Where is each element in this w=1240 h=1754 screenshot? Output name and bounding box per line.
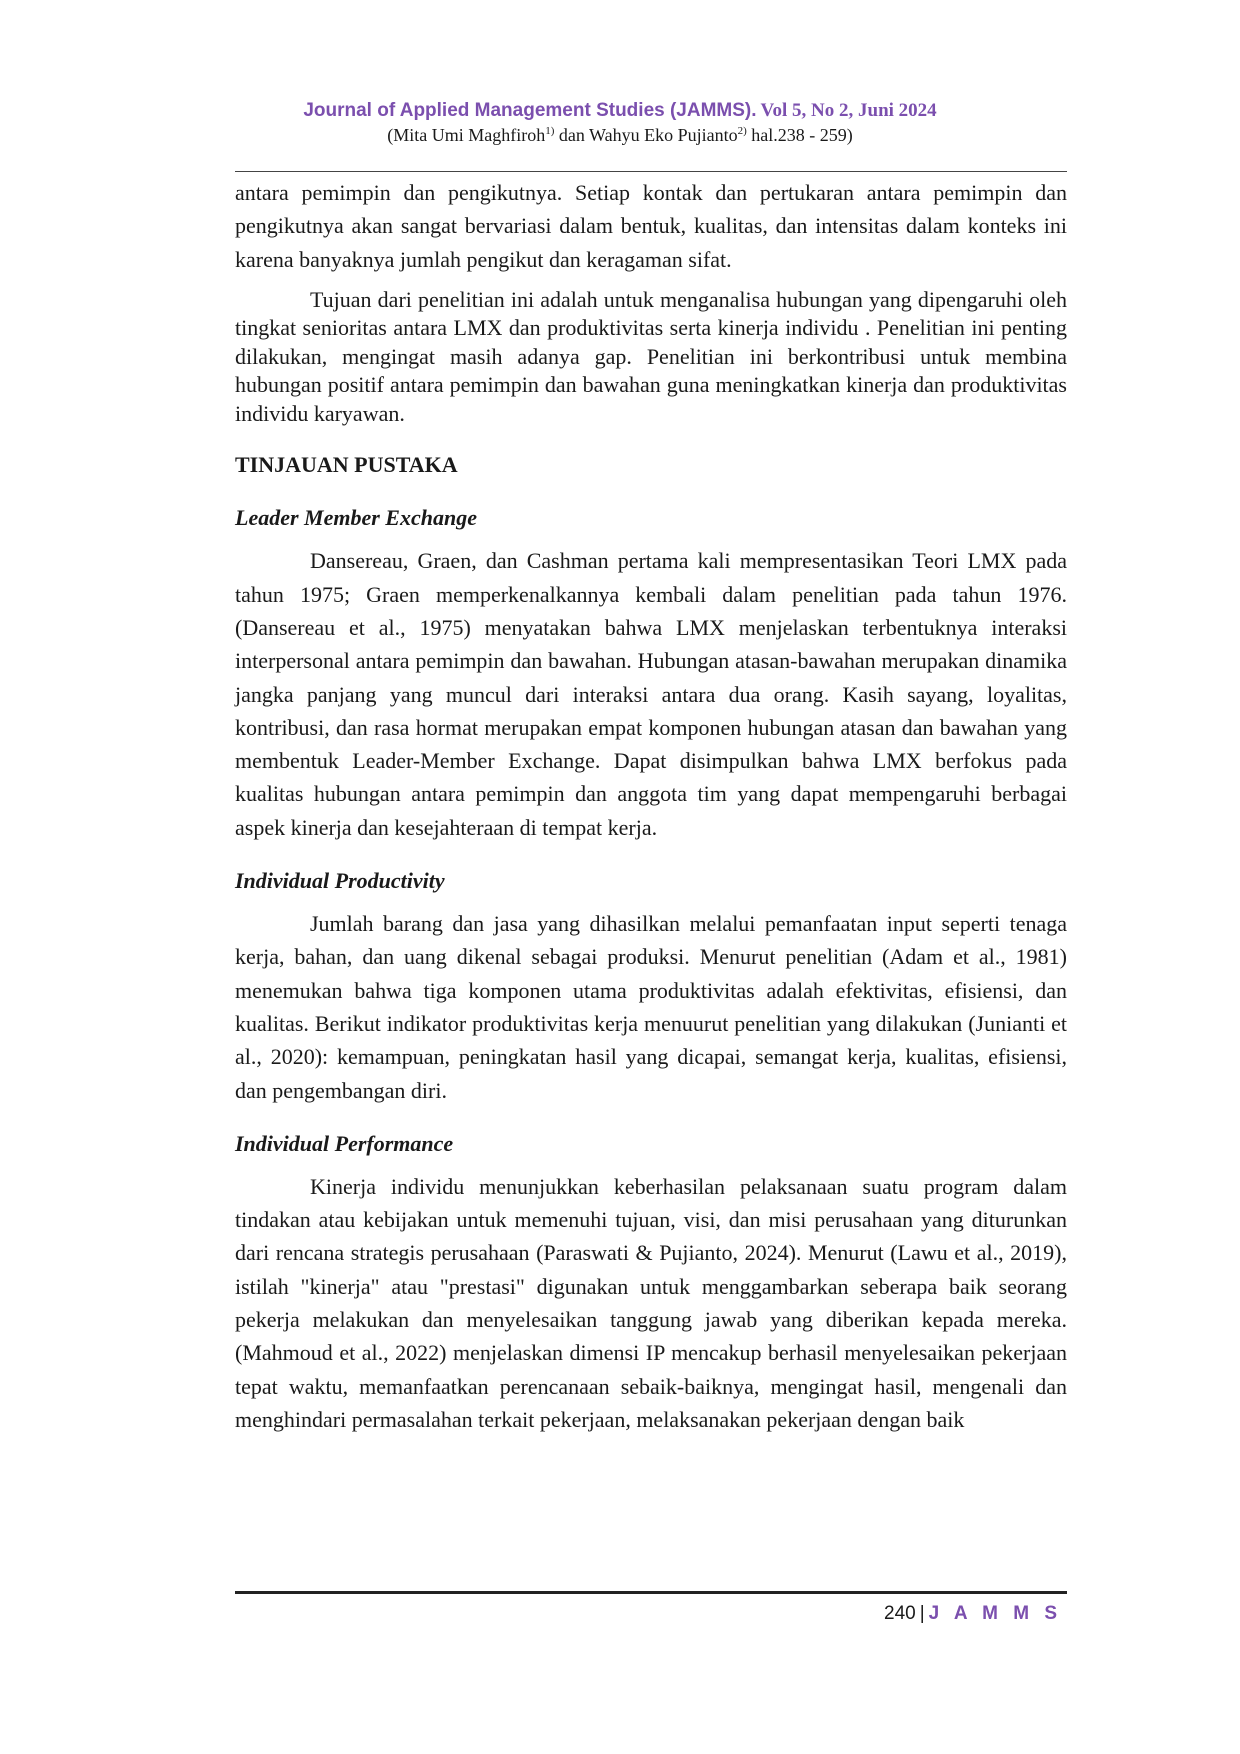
paragraph-productivity: Jumlah barang dan jasa yang dihasilkan melalui pemanfaatan input seperti tenaga kerja, bahan, dan uang dikenal sebagai produksi. Menurut penelitian (Adam et al., 1981) menemukan bahwa tiga komponen utama produktivitas adalah efektivitas, efisiensi, dan kualitas. Berikut indikator produktivitas kerja menuurut penelitian yang dilakukan (Junianti et al., 2020): kemampuan, peningkatan hasil yang dicapai, semangat kerja, kualitas, efisiensi, dan pengembangan diri. — [235, 911, 1067, 1103]
author-2: dan Wahyu Eko Pujianto — [554, 125, 738, 145]
author-2-affiliation: 2) — [737, 125, 747, 137]
author-line — [0, 125, 1240, 146]
header-divider — [235, 171, 1067, 172]
author-1-affiliation: 1) — [545, 125, 555, 137]
journal-line — [0, 100, 1240, 122]
journal-volume: Vol 5, No 2, Juni 2024 — [760, 100, 937, 121]
paragraph-purpose: Tujuan dari penelitian ini adalah untuk menganalisa hubungan yang dipengaruhi oleh tingkat senioritas antara LMX dan produktivitas serta kinerja individu . Penelitian ini penting dilakukan, mengingat masih adanya gap. Penelitian ini berkontribusi untuk membina hubungan positif antara pemimpin dan bawahan guna meningkatkan kinerja dan produktivitas individu karyawan. — [235, 286, 1067, 426]
page-footer — [884, 1603, 1062, 1625]
paragraph-lmx: Dansereau, Graen, dan Cashman pertama kali mempresentasikan Teori LMX pada tahun 1975; Graen memperkenalkannya kembali dalam penelitian pada tahun 1976. (Dansereau et al., 1975) menyatakan bahwa LMX menjelaskan terbentuknya interaksi interpersonal antara pemimpin dan bawahan. Hubungan atasan-bawahan merupakan dinamika jangka panjang yang muncul dari interaksi antara dua orang. Kasih sayang, loyalitas, kontribusi, dan rasa hormat merupakan empat komponen hubungan atasan dan bawahan yang membentuk Leader-Member Exchange. Dapat disimpulkan bahwa LMX berfokus pada kualitas hubungan antara pemimpin dan anggota tim yang dapat mempengaruhi berbagai aspek kinerja dan kesejahteraan di tempat kerja. — [235, 548, 1067, 840]
page-range: hal.238 - 259) — [746, 125, 853, 145]
subheading-performance: Individual Performance — [235, 1130, 454, 1156]
paragraph-intro-continued: antara pemimpin dan pengikutnya. Setiap kontak dan pertukaran antara pemimpin dan pengikutnya akan sangat bervariasi dalam bentuk, kualitas, dan intensitas dalam konteks ini karena banyaknya jumlah pengikut dan keragaman sifat. — [235, 180, 1067, 272]
author-1: (Mita Umi Maghfiroh — [387, 125, 546, 145]
running-header — [0, 100, 1240, 146]
subheading-lmx: Leader Member Exchange — [235, 505, 477, 531]
footer-divider — [235, 1591, 1067, 1594]
paragraph-performance: Kinerja individu menunjukkan keberhasilan pelaksanaan suatu program dalam tindakan atau kebijakan untuk memenuhi tujuan, visi, dan misi perusahaan yang diturunkan dari rencana strategis perusahaan (Paraswati & Pujianto, 2024). Menurut (Lawu et al., 2019), istilah "kinerja" atau "prestasi" digunakan untuk menggambarkan seberapa baik seorang pekerja melakukan dan menyelesaikan tanggung jawab yang diberikan kepada mereka. (Mahmoud et al., 2022) menjelaskan dimensi IP mencakup berhasil menyelesaikan pekerjaan tepat waktu, memanfaatkan perencanaan sebaik-baiknya, mengingat hasil, mengenali dan menghindari permasalahan terkait pekerjaan, melaksanakan pekerjaan dengan baik — [235, 1173, 1067, 1432]
subheading-productivity: Individual Productivity — [235, 868, 445, 894]
journal-title: Journal of Applied Management Studies (JAMMS). — [303, 100, 757, 121]
footer-separator: | — [919, 1603, 925, 1624]
footer-journal-abbr: J A M M S — [928, 1603, 1062, 1624]
page-body — [235, 176, 1067, 1436]
page-number: 240 — [884, 1603, 916, 1624]
section-heading: TINJAUAN PUSTAKA — [235, 452, 458, 478]
